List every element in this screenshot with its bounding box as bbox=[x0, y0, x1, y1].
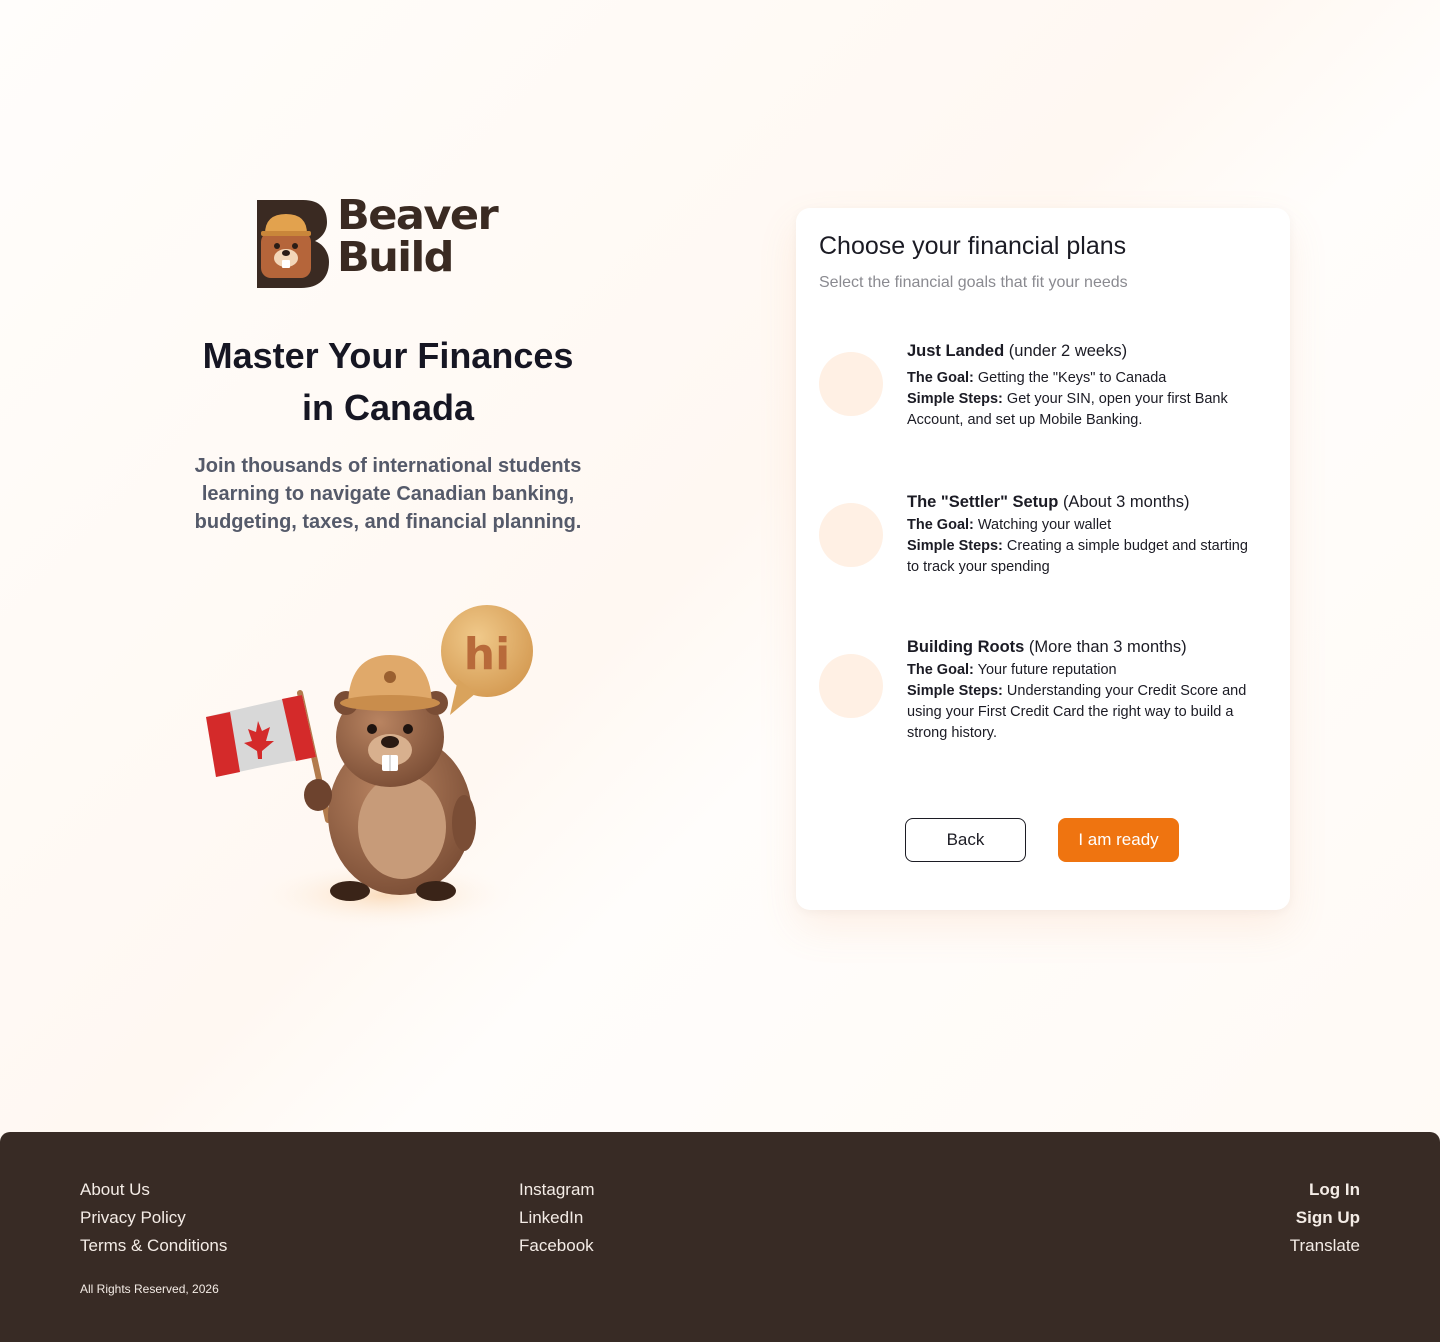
plan-steps: Creating a simple budget and starting to track your spending bbox=[907, 538, 1248, 575]
plan-goal-label: The Goal: bbox=[907, 370, 974, 386]
footer-link-login[interactable]: Log In bbox=[1309, 1180, 1360, 1199]
plan-steps-label: Simple Steps: bbox=[907, 538, 1003, 554]
back-button[interactable]: Back bbox=[905, 818, 1026, 862]
beaver-logo-icon bbox=[257, 200, 329, 288]
financial-plans-card bbox=[796, 208, 1290, 910]
speech-bubble-text: hi bbox=[463, 629, 511, 680]
site-footer bbox=[0, 1132, 1440, 1342]
plan-steps: Get your SIN, open your first Bank Account, and set up Mobile Banking. bbox=[907, 391, 1228, 428]
footer-company-links bbox=[80, 1176, 227, 1260]
speech-bubble-icon bbox=[441, 605, 533, 715]
footer-link-about[interactable]: About Us bbox=[80, 1180, 150, 1199]
footer-link-instagram[interactable]: Instagram bbox=[519, 1180, 595, 1199]
hero-subtitle: Join thousands of international students learning to navigate Canadian banking, budgeting, taxes, and financial planning. bbox=[194, 455, 582, 533]
plan-steps: Understanding your Credit Score and using your First Credit Card the right way to build a strong history. bbox=[907, 683, 1247, 741]
plan-select-radio[interactable] bbox=[819, 503, 883, 567]
beaver-mascot-icon bbox=[200, 605, 540, 935]
plan-steps-label: Simple Steps: bbox=[907, 683, 1003, 699]
plan-goal: Watching your wallet bbox=[977, 517, 1112, 533]
ready-button[interactable]: I am ready bbox=[1058, 818, 1179, 862]
plan-name: Just Landed bbox=[907, 342, 1005, 360]
page-title bbox=[150, 330, 626, 434]
footer-account-links bbox=[1290, 1176, 1360, 1260]
footer-link-terms[interactable]: Terms & Conditions bbox=[80, 1236, 228, 1255]
plan-goal: Your future reputation bbox=[977, 662, 1117, 678]
plan-goal-label: The Goal: bbox=[907, 662, 974, 678]
footer-link-signup[interactable]: Sign Up bbox=[1295, 1208, 1360, 1227]
plan-steps-label: Simple Steps: bbox=[907, 391, 1003, 407]
plan-duration: (About 3 months) bbox=[1062, 493, 1190, 511]
plan-select-radio[interactable] bbox=[819, 352, 883, 416]
plan-duration: (More than 3 months) bbox=[1028, 638, 1187, 656]
brand-name-line1: Beaver bbox=[337, 191, 498, 239]
card-subtitle: Select the financial goals that fit your needs bbox=[819, 274, 1128, 291]
plan-select-radio[interactable] bbox=[819, 654, 883, 718]
footer-link-facebook[interactable]: Facebook bbox=[519, 1236, 594, 1255]
plan-goal: Getting the "Keys" to Canada bbox=[977, 370, 1167, 386]
plan-name: The "Settler" Setup bbox=[907, 493, 1059, 511]
card-title: Choose your financial plans bbox=[819, 232, 1127, 260]
plan-name: Building Roots bbox=[907, 638, 1025, 656]
page-title-line1: Master Your Finances bbox=[202, 335, 574, 376]
footer-link-translate[interactable]: Translate bbox=[1289, 1236, 1360, 1255]
page-title-line2: in Canada bbox=[301, 387, 475, 428]
plan-duration: (under 2 weeks) bbox=[1008, 342, 1128, 360]
brand-name-line2: Build bbox=[337, 233, 453, 281]
footer-link-privacy[interactable]: Privacy Policy bbox=[80, 1208, 186, 1227]
brand-logo[interactable] bbox=[257, 191, 523, 290]
footer-social-links bbox=[519, 1176, 595, 1260]
footer-link-linkedin[interactable]: LinkedIn bbox=[519, 1208, 584, 1227]
plan-goal-label: The Goal: bbox=[907, 517, 974, 533]
copyright-text: All Rights Reserved, 2026 bbox=[80, 1282, 219, 1296]
